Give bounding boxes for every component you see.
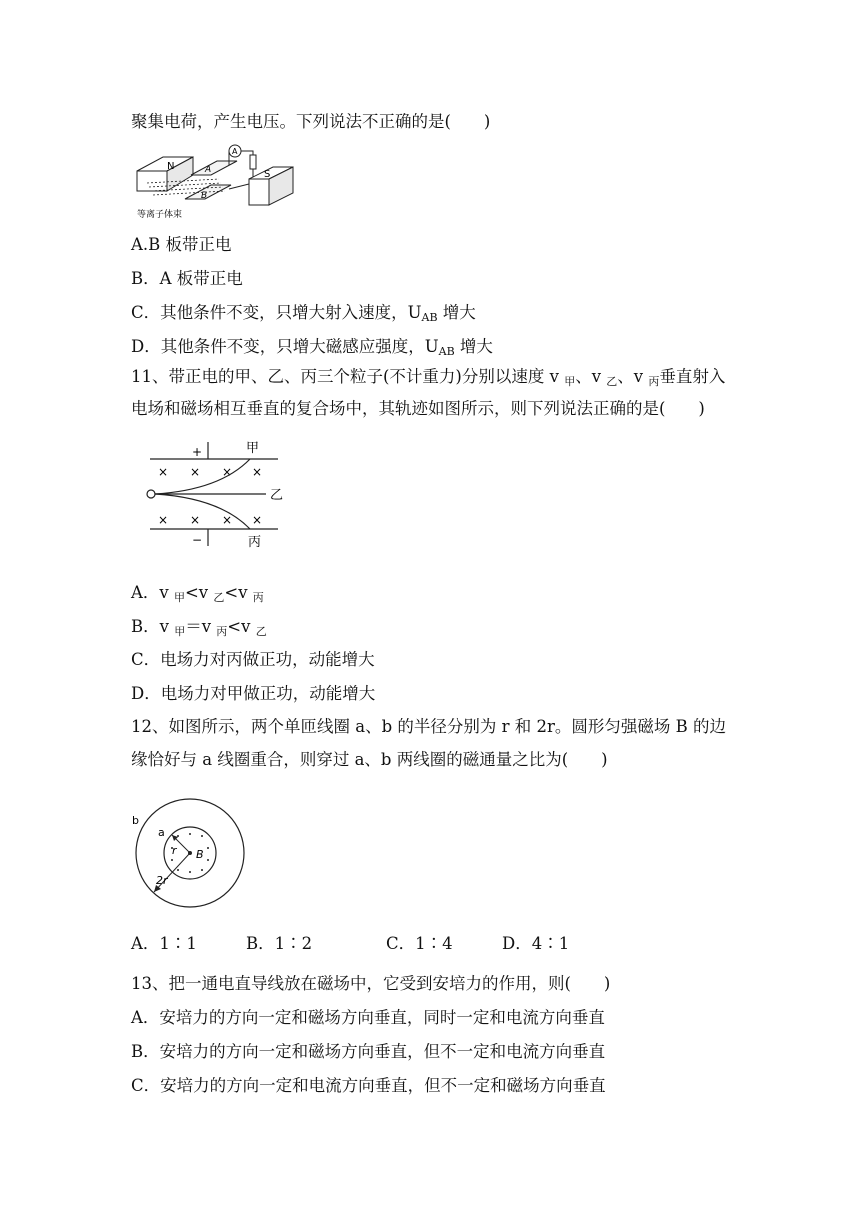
svg-text:×: ×: [222, 513, 233, 527]
q12-label-r: r: [172, 844, 177, 857]
q11-figure: [140, 436, 300, 550]
q12-option-c: C．1∶4: [386, 934, 453, 953]
q11-stem-line2: 电场和磁场相互垂直的复合场中，其轨迹如图所示，则下列说法正确的是( ): [131, 399, 705, 418]
q11-label-jia: 甲: [246, 441, 260, 456]
q12-label-B: B: [196, 848, 204, 861]
q13-stem: 13、把一通电直导线放在磁场中，它受到安培力的作用，则( ): [131, 974, 611, 993]
q12-option-d: D．4∶1: [502, 934, 570, 953]
q11-stem-line1: 11、带正电的甲、乙、丙三个粒子(不计重力)分别以速度 v $_甲$、v $_乙$、v $_丙$垂直射入: [131, 367, 726, 388]
q11-label-bing: 丙: [248, 535, 262, 550]
svg-text:×: ×: [158, 465, 169, 479]
svg-text:×: ×: [190, 513, 201, 527]
svg-text:×: ×: [222, 465, 233, 479]
q10-label-s: S: [264, 169, 271, 180]
q11-label-yi: 乙: [270, 488, 284, 503]
q11-option-b: B．v $_甲$＝v $_丙$<v $_乙$: [131, 617, 267, 638]
q12-label-a: a: [158, 826, 165, 839]
q12-label-b: b: [132, 814, 139, 827]
q12-stem-line2: 缘恰好与 a 线圈重合，则穿过 a、b 两线圈的磁通量之比为( ): [131, 750, 608, 769]
q12-figure: [128, 792, 252, 914]
q10-stem-tail: 聚集电荷，产生电压。下列说法不正确的是( ): [131, 112, 491, 131]
q13-option-c: C．安培力的方向一定和电流方向垂直，但不一定和磁场方向垂直: [131, 1076, 606, 1095]
svg-text:×: ×: [190, 465, 201, 479]
q10-caption: 等离子体束: [137, 210, 183, 220]
q11-option-d: D．电场力对甲做正功，动能增大: [131, 684, 376, 703]
svg-text:×: ×: [252, 513, 263, 527]
q10-option-a: A.B 板带正电: [131, 235, 232, 254]
q10-option-b: B．A 板带正电: [131, 269, 243, 288]
q12-label-2r: 2r: [156, 874, 168, 887]
q10-label-n: N: [167, 161, 175, 172]
q10-option-d: D．其他条件不变，只增大磁感应强度，$U_{AB}$ 增大: [131, 337, 493, 358]
q10-label-b: B: [201, 191, 208, 201]
q11-option-c: C．电场力对丙做正功，动能增大: [131, 650, 375, 669]
q10-figure: [133, 143, 305, 223]
q10-label-a: A: [205, 165, 212, 175]
q10-label-meter: A: [232, 147, 238, 156]
q12-stem-line1: 12、如图所示，两个单匝线圈 a、b 的半径分别为 r 和 2r。圆形匀强磁场 B 的边: [131, 717, 727, 736]
q11-option-a: A．v $_甲$<v $_乙$<v $_丙$: [131, 583, 264, 604]
q12-option-a: A．1∶1: [131, 934, 197, 953]
svg-text:×: ×: [158, 513, 169, 527]
q13-option-b: B．安培力的方向一定和磁场方向垂直，但不一定和电流方向垂直: [131, 1042, 606, 1061]
q13-option-a: A．安培力的方向一定和磁场方向垂直，同时一定和电流方向垂直: [131, 1008, 605, 1027]
q12-option-b: B．1∶2: [246, 934, 313, 953]
q11-minus: −: [192, 533, 203, 547]
q11-plus: +: [192, 445, 203, 459]
q10-option-c: C．其他条件不变，只增大射入速度，$U_{AB}$ 增大: [131, 303, 476, 324]
svg-text:×: ×: [252, 465, 263, 479]
